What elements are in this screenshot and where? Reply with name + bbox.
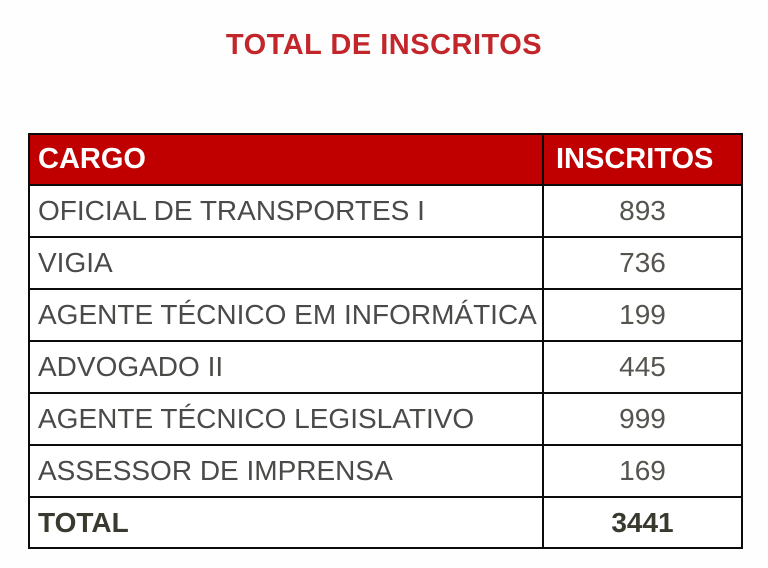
- inscritos-cell: 999: [543, 393, 742, 445]
- table-row: [29, 237, 742, 289]
- cargo-cell: AGENTE TÉCNICO LEGISLATIVO: [29, 393, 543, 445]
- inscritos-cell: 445: [543, 341, 742, 393]
- cargo-cell: ADVOGADO II: [29, 341, 543, 393]
- column-header-inscritos: INSCRITOS: [543, 134, 742, 185]
- inscritos-table: [28, 133, 743, 549]
- cargo-cell: OFICIAL DE TRANSPORTES I: [29, 185, 543, 237]
- inscritos-cell: 736: [543, 237, 742, 289]
- cargo-cell: ASSESSOR DE IMPRENSA: [29, 445, 543, 497]
- table-header-row: [29, 134, 742, 185]
- table-row: [29, 393, 742, 445]
- cargo-cell: AGENTE TÉCNICO EM INFORMÁTICA: [29, 289, 543, 341]
- table-row: [29, 289, 742, 341]
- page-title: TOTAL DE INSCRITOS: [225, 29, 543, 61]
- table-row: [29, 341, 742, 393]
- column-header-cargo: CARGO: [29, 134, 543, 185]
- table-row: [29, 185, 742, 237]
- inscritos-cell: 893: [543, 185, 742, 237]
- inscritos-cell: 169: [543, 445, 742, 497]
- table-row: [29, 445, 742, 497]
- total-value-cell: 3441: [543, 497, 742, 548]
- inscritos-cell: 199: [543, 289, 742, 341]
- total-row: [29, 497, 742, 548]
- cargo-cell: VIGIA: [29, 237, 543, 289]
- total-label-cell: TOTAL: [29, 497, 543, 548]
